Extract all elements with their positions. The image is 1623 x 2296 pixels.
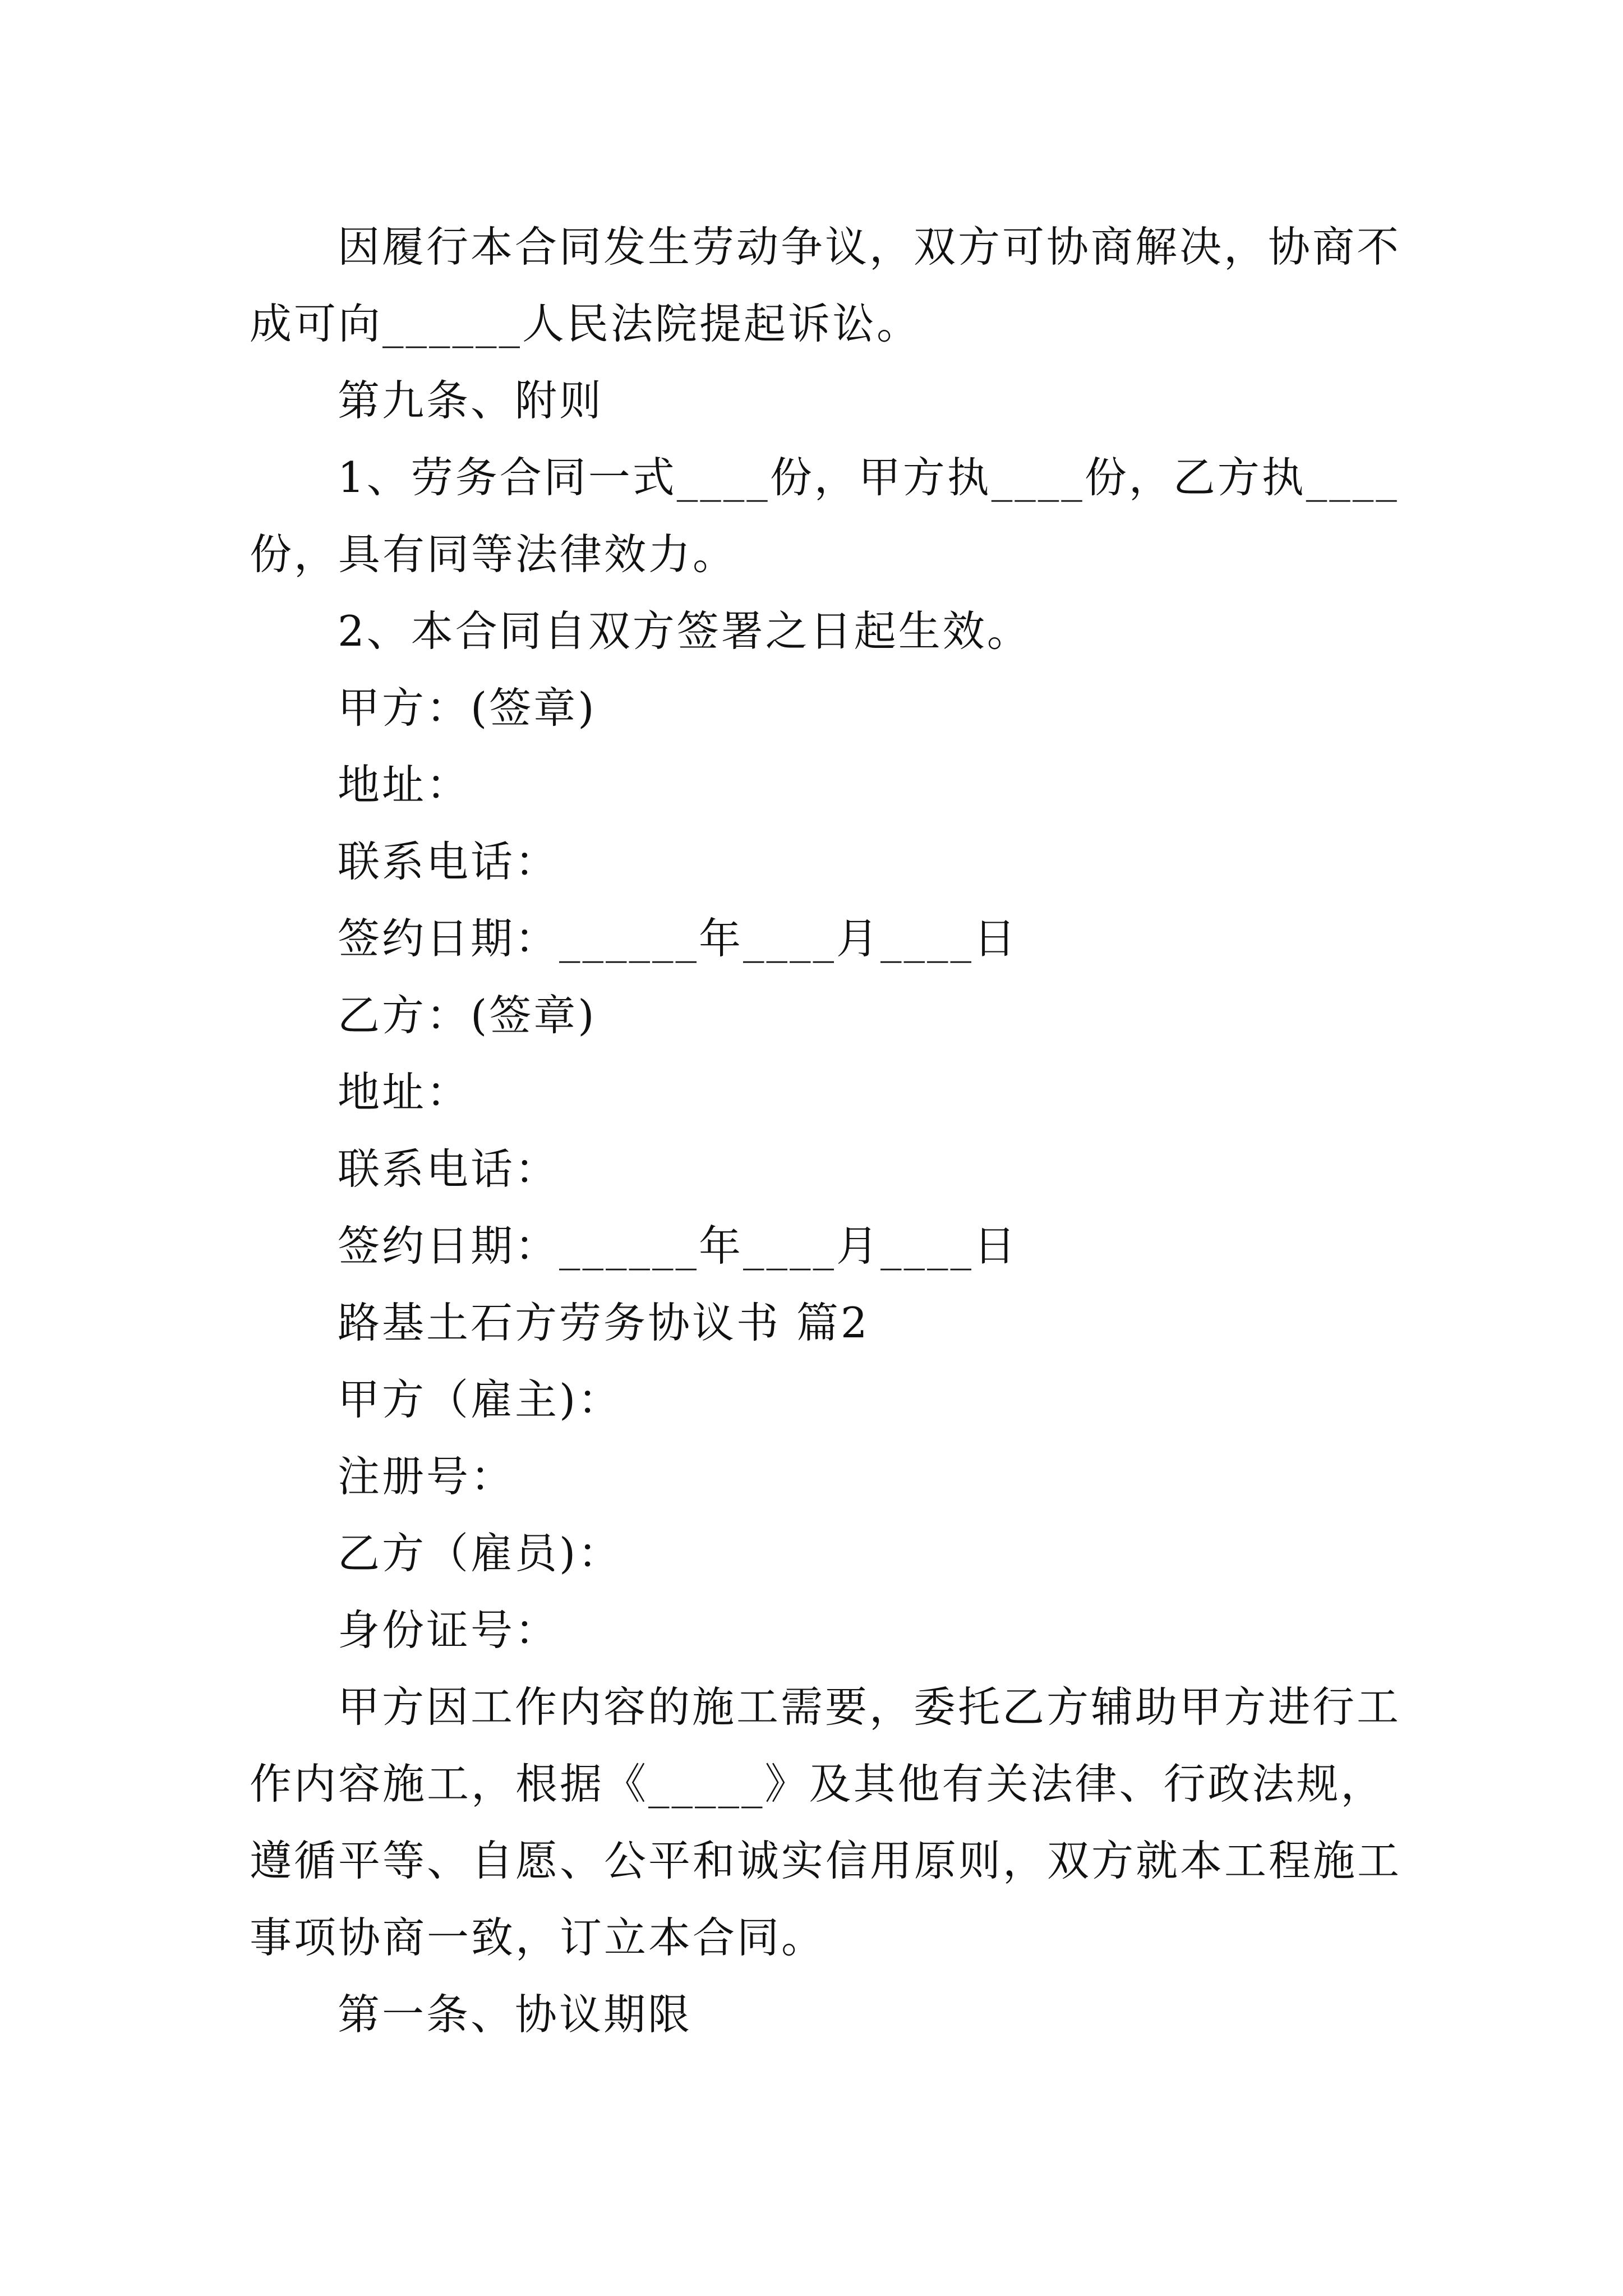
section-heading: 第九条、附则: [338, 376, 604, 425]
paragraph-line: 份，具有同等法律效力。: [250, 530, 737, 579]
registration-number-line: 注册号：: [338, 1452, 515, 1501]
document-body: [250, 209, 1402, 2053]
id-number-line: 身份证号：: [338, 1605, 560, 1655]
party-a-phone-line: 联系电话：: [338, 837, 560, 886]
party-b-phone-line: 联系电话：: [338, 1144, 560, 1194]
paragraph-line: 1、劳务合同一式____份，甲方执____份，乙方执____: [338, 453, 1399, 502]
paragraph-line: 事项协商一致，订立本合同。: [250, 1913, 826, 1962]
paragraph-line: 甲方因工作内容的施工需要，委托乙方辅助甲方进行工: [338, 1682, 1401, 1732]
article-title: 路基土石方劳务协议书 篇2: [338, 1298, 870, 1347]
party-a-signature-line: 甲方：(签章): [338, 683, 597, 733]
employee-line: 乙方（雇员)：: [338, 1529, 623, 1578]
paragraph-line: 因履行本合同发生劳动争议，双方可协商解决，协商不: [338, 222, 1401, 272]
paragraph-line: 遵循平等、自愿、公平和诚实信用原则，双方就本工程施工: [250, 1836, 1402, 1885]
section-heading: 第一条、协议期限: [338, 1990, 693, 2039]
party-b-signature-line: 乙方：(签章): [338, 991, 597, 1040]
paragraph-line: 成可向______人民法院提起诉讼。: [250, 299, 921, 348]
party-b-address-line: 地址：: [338, 1068, 471, 1117]
party-a-address-line: 地址：: [338, 760, 471, 809]
paragraph-line: 2、本合同自双方签署之日起生效。: [338, 606, 1031, 656]
paragraph-line: 作内容施工，根据《_____》及其他有关法律、行政法规，: [250, 1759, 1385, 1809]
party-b-date-line: 签约日期：______年____月____日: [338, 1221, 1018, 1271]
party-a-date-line: 签约日期：______年____月____日: [338, 914, 1018, 963]
employer-line: 甲方（雇主)：: [338, 1375, 623, 1424]
